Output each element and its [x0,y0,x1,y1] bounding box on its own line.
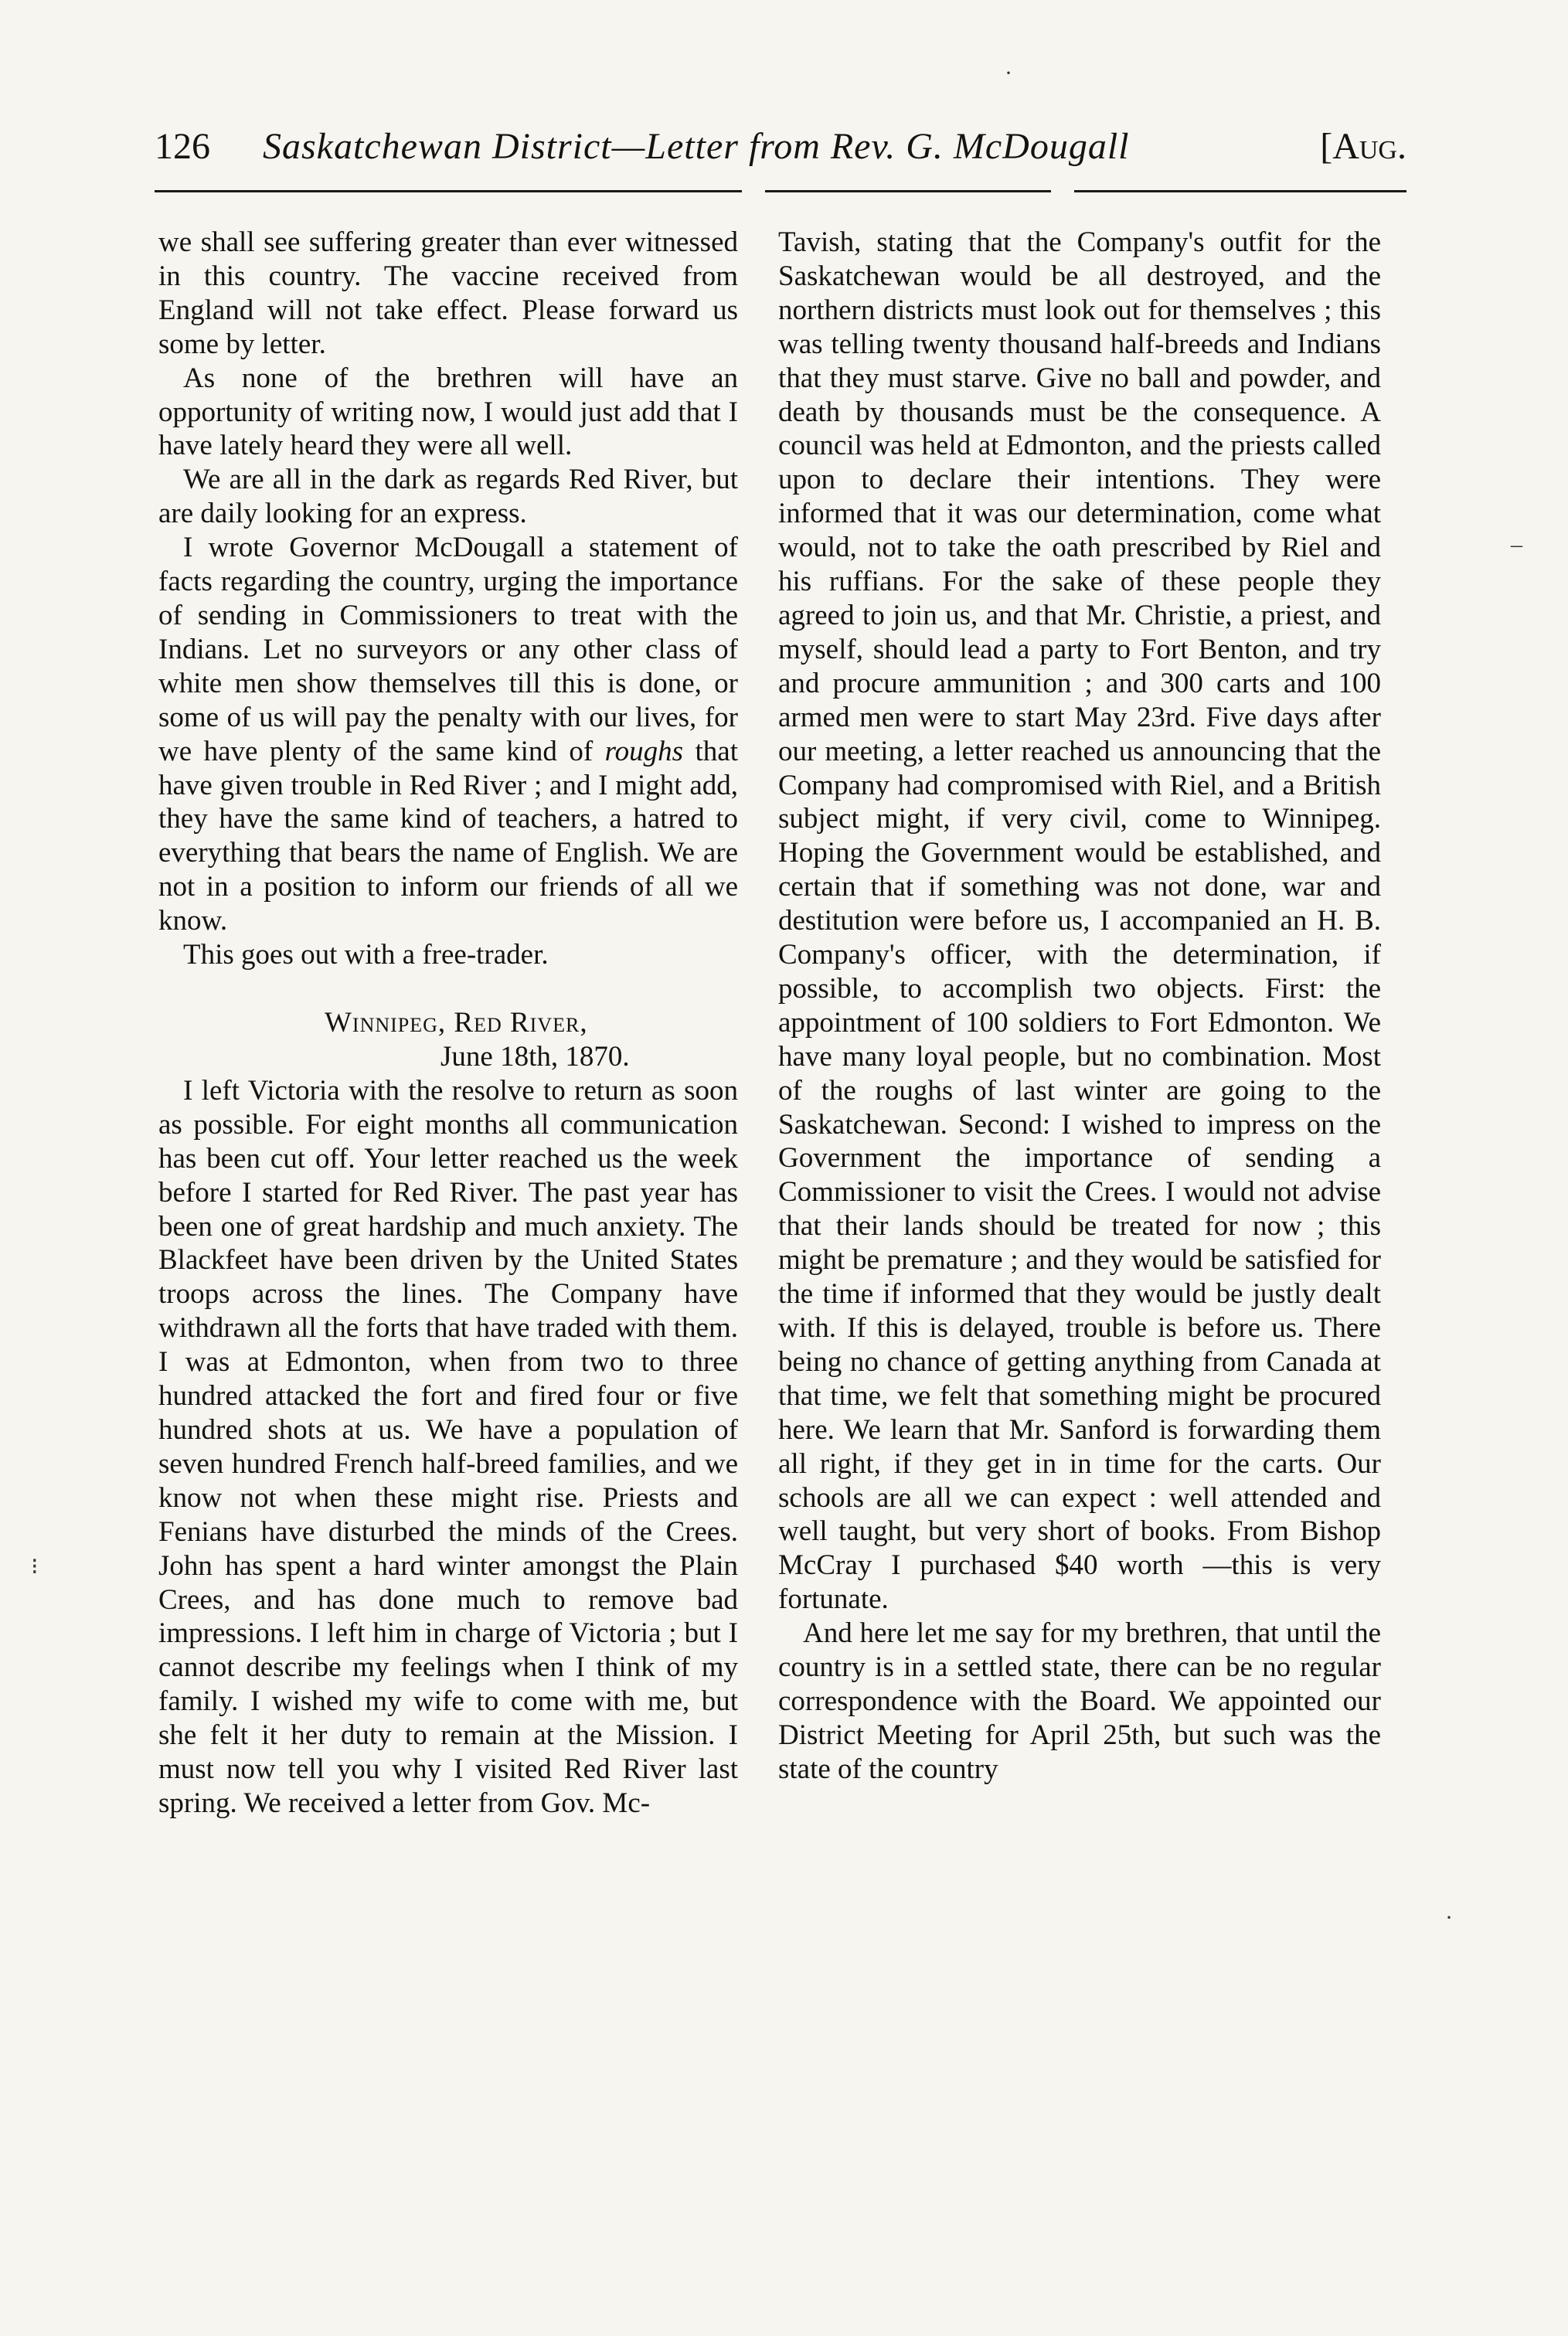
right-column [778,226,1381,1787]
dateline [158,1006,738,1074]
print-speck: – [1511,532,1522,557]
header-rule-right [1074,190,1406,192]
dateline-date: June 18th, 1870. [440,1040,630,1073]
text-run: I wrote Governor McDougall a statement of facts regarding the country, urging the importance of sending in Commissioners to treat with the Indians. Let no surveyors or any other class of white men show themselves till this is done, or some of us will pay the penalty with our lives, for we have plenty of the same kind of [158,532,738,767]
paragraph: I left Victoria with the resolve to return as soon as possible. For eight months all communication has been cut off. Your letter reached us the week before I started for Red River. The past year has been one of great hardship and much anxiety. The Blackfeet have been driven by the United States troops across the lines. The Company have withdrawn all the forts that have traded with them. I was at Edmonton, when from two to three hundred attacked the fort and fired four or five hundred shots at us. We have a population of seven hundred French half-breed families, and we know not when these might rise. Priests and Fenians have disturbed the minds of the Crees. John has spent a hard winter amongst the Plain Crees, and has done much to remove bad impressions. I left him in charge of Victoria ; but I cannot describe my feelings when I think of my family. I wished my wife to come with me, but she felt it her duty to remain at the Mission. I must now tell you why I visited Red River last spring. We received a letter from Gov. Mc- [158,1074,738,1819]
paragraph: This goes out with a free-trader. [183,939,549,971]
paragraph [158,531,738,938]
header-rule-left [155,190,742,192]
paragraph: And here let me say for my brethren, that until the country is in a settled state, there can be no regular correspondence with the Board. We appointed our District Meeting for April 25th, but such was the state of the country [778,1617,1381,1785]
running-title: Saskatchewan District—Letter from Rev. G. McDougall [263,126,1130,167]
print-speck: · [1445,1905,1453,1930]
paragraph: As none of the brethren will have an opportunity of writing now, I would just add that I have lately heard they were all well. [158,362,738,462]
dateline-place: Winnipeg, Red River, [325,1006,588,1039]
italic-word: roughs [604,735,684,767]
text-run: that have given trouble in Red River ; and I might add, they have the same kind of teachers, a hatred to everything that bears the name of English. We are not in a position to inform our friends of all we know. [158,735,738,937]
print-speck: ⁝ [31,1554,39,1579]
header-rule-middle [765,190,1051,192]
page-number: 126 [155,126,210,167]
paragraph: Tavish, stating that the Company's outfit for the Saskatchewan would be all destroyed, and the northern districts must look out for themselves ; this was telling twenty thousand half-breeds and Indians that they must starve. Give no ball and powder, and death by thousands must be the consequence. A council was held at Edmonton, and the priests called upon to declare their intentions. They were informed that it was our determination, come what would, not to take the oath prescribed by Riel and his ruffians. For the sake of these people they agreed to join us, and that Mr. Christie, a priest, and myself, should lead a party to Fort Benton, and try and procure ammunition ; and 300 carts and 100 armed men were to start May 23rd. Five days after our meeting, a letter reached us announcing that the Company had compromised with Riel, and a British subject might, if very civil, come to Winnipeg. Hoping the Government would be established, and certain that if something was not done, war and destitution were before us, I accompanied an H. B. Company's officer, with the determination, if possible, to accomplish two objects. First: the appointment of 100 soldiers to Fort Edmonton. We have many loyal people, but no combination. Most of the roughs of last winter are going to the Saskatchewan. Second: I wished to impress on the Government the importance of sending a Commissioner to visit the Crees. I would not advise that their lands should be treated for now ; this might be premature ; and they would be satisfied for the time if informed that they would be justly dealt with. If this is delayed, trouble is before us. There being no chance of getting anything from Canada at that time, we felt that something might be procured here. We learn that Mr. Sanford is forwarding them all right, if they get in in time for the carts. Our schools are all we can expect : well attended and well taught, but very short of books. From Bishop McCray I purchased $40 worth —this is very fortunate. [778,226,1381,1616]
paragraph: we shall see suffering greater than ever witnessed in this country. The vaccine received from England will not take effect. Please forward us some by letter. [158,226,738,360]
left-column [158,226,738,1821]
running-month: [Aug. [1320,126,1406,167]
print-speck: · [1005,60,1012,86]
paragraph: We are all in the dark as regards Red River, but are daily looking for an express. [158,464,738,530]
running-header [155,116,1406,178]
